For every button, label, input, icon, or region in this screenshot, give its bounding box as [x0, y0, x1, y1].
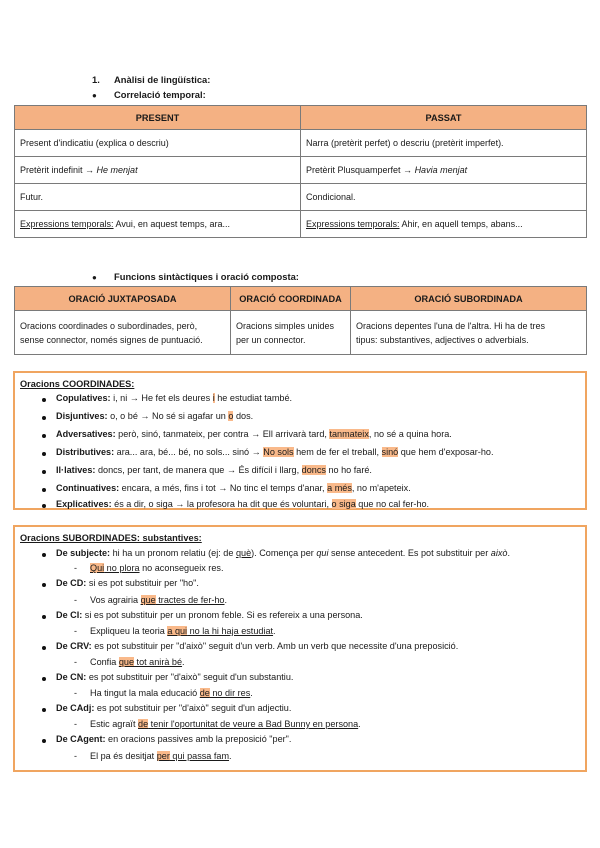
list-item: Explicatives: és a dir, o siga → la profesora ha dit que és voluntari, o siga que no cal fer-ho.: [56, 499, 430, 509]
cell: Pretèrit Plusquamperfet → Havia menjat: [301, 157, 587, 184]
bullet-icon: [42, 583, 46, 587]
list-item: Copulatives: i, ni → He fet els deures i he estudiat també.: [56, 393, 293, 403]
example-item: Qui no plora no aconsegueix res.: [90, 563, 224, 573]
list-item: De CAdj: es pot substituir per "d'això" seguit d'un adjectiu.: [56, 703, 292, 713]
bullet-icon: [42, 398, 46, 402]
cell: Pretèrit indefinit → He menjat: [15, 157, 301, 184]
list-item: De CI: si es pot substituir per un pronom feble. Si es refereix a una persona.: [56, 610, 363, 620]
bullet-icon: [42, 470, 46, 474]
dash-icon: -: [74, 719, 77, 729]
bullet-icon: [42, 488, 46, 492]
header-juxtaposada: ORACIÓ JUXTAPOSADA: [15, 287, 231, 311]
bullet-icon: [42, 504, 46, 508]
cell: Expressions temporals: Ahir, en aquell temps, abans...: [301, 211, 587, 238]
dash-icon: -: [74, 751, 77, 761]
example-item: Confia que tot anirà bé.: [90, 657, 185, 667]
correlation-table: [14, 105, 587, 238]
bullet-icon: [42, 452, 46, 456]
cell: Futur.: [15, 184, 301, 211]
list-item: Il·latives: doncs, per tant, de manera que → És difícil i llarg, doncs no ho faré.: [56, 465, 372, 475]
bullet-icon: [42, 553, 46, 557]
header-passat: PASSAT: [301, 106, 587, 130]
list-item: De CRV: es pot substituir per "d'això" seguit d'un verb. Amb un verb que necessite d'una preposició.: [56, 641, 459, 651]
subordinades-title: Oracions SUBORDINADES: substantives:: [20, 533, 202, 543]
example-item: Ha tingut la mala educació de no dir res.: [90, 688, 253, 698]
coordinades-title: Oracions COORDINADES:: [20, 379, 135, 389]
example-item: Expliqueu la teoria a qui no la hi haja estudiat.: [90, 626, 276, 636]
cell: Present d'indicatiu (explica o descriu): [15, 130, 301, 157]
bullet-icon: [42, 416, 46, 420]
list-item: Distributives: ara... ara, bé... bé, no sols... sinó → No sols hem de fer el treball, sinó que hem d'exposar-ho.: [56, 447, 494, 457]
list-item: De subjecte: hi ha un pronom relatiu (ej: de què). Comença per qui sense antecedent. Es pot substituir per això.: [56, 548, 510, 558]
bullet-icon: [42, 739, 46, 743]
dash-icon: -: [74, 688, 77, 698]
heading-3: ● Funcions sintàctiques i oració composta:: [92, 271, 299, 282]
bullet-icon: [42, 646, 46, 650]
cell: Oracions depentes l'una de l'altra. Hi ha de tres tipus: substantives, adjectives o adverbials.: [351, 311, 587, 355]
list-item: Disjuntives: o, o bé → No sé si agafar un o dos.: [56, 411, 254, 421]
dash-icon: -: [74, 595, 77, 605]
bullet-icon: [42, 434, 46, 438]
header-coordinada: ORACIÓ COORDINADA: [231, 287, 351, 311]
bullet-icon: [42, 677, 46, 681]
dash-icon: -: [74, 563, 77, 573]
cell: Oracions simples unides per un connector.: [231, 311, 351, 355]
cell: Narra (pretèrit perfet) o descriu (pretèrit imperfet).: [301, 130, 587, 157]
heading-2: ● Correlació temporal:: [92, 89, 206, 100]
example-item: Vos agrairia que tractes de fer-ho.: [90, 595, 228, 605]
dash-icon: -: [74, 626, 77, 636]
cell: Expressions temporals: Avui, en aquest temps, ara...: [15, 211, 301, 238]
list-item: Adversatives: però, sinó, tanmateix, per contra → Ell arrivarà tard, tanmateix, no sé a quina hora.: [56, 429, 452, 439]
sentence-types-table: [14, 286, 587, 355]
list-item: De CAgent: en oracions passives amb la preposició "per".: [56, 734, 292, 744]
example-item: Estic agraït de tenir l'oportunitat de veure a Bad Bunny en persona.: [90, 719, 361, 729]
bullet-icon: ●: [92, 273, 97, 282]
dash-icon: -: [74, 657, 77, 667]
list-item: Continuatives: encara, a més, fins i tot → No tinc el temps d'anar, a més, no m'apeteix.: [56, 483, 411, 493]
heading-1: 1. Anàlisi de lingüística:: [92, 74, 211, 85]
list-item: De CN: es pot substituir per "d'això" seguit d'un substantiu.: [56, 672, 294, 682]
cell: Oracions coordinades o subordinades, però, sense connector, només signes de puntuació.: [15, 311, 231, 355]
list-item: De CD: si es pot substituir per "ho".: [56, 578, 199, 588]
bullet-icon: [42, 615, 46, 619]
example-item: El pa és desitjat per qui passa fam.: [90, 751, 232, 761]
bullet-icon: [42, 708, 46, 712]
bullet-icon: ●: [92, 91, 97, 100]
header-subordinada: ORACIÓ SUBORDINADA: [351, 287, 587, 311]
header-present: PRESENT: [15, 106, 301, 130]
cell: Condicional.: [301, 184, 587, 211]
